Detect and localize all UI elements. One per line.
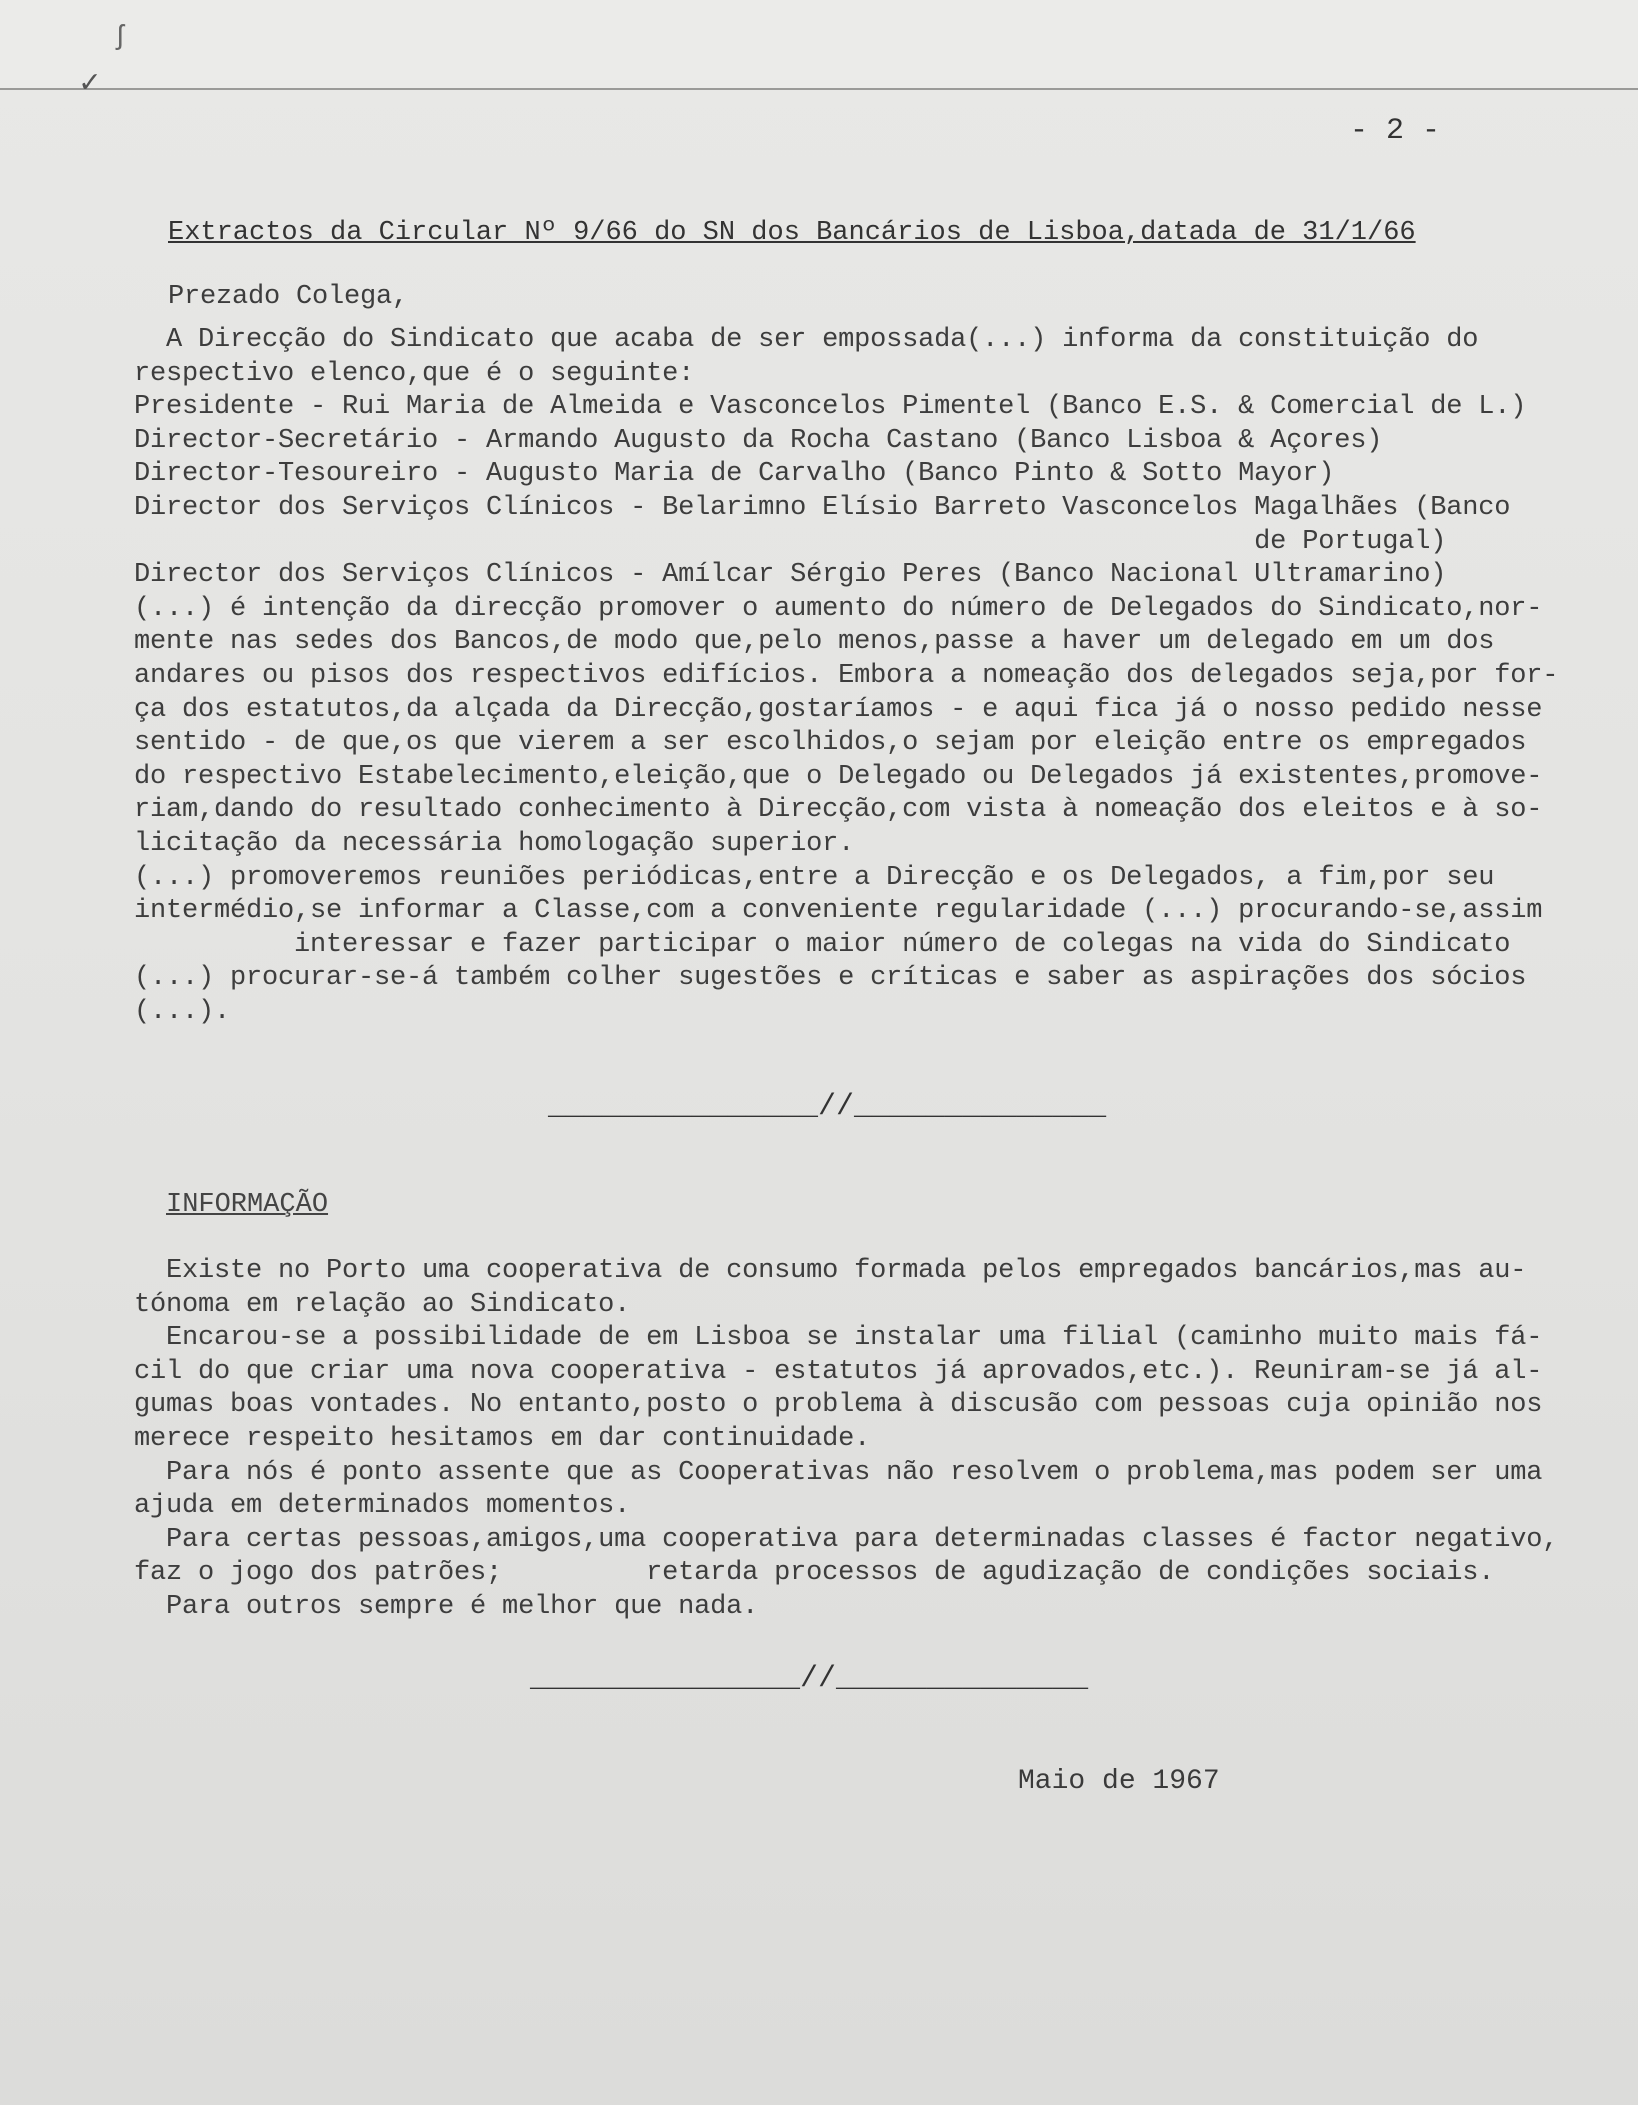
text-line: (...). xyxy=(134,997,231,1027)
section-title: INFORMAÇÃO xyxy=(166,1190,329,1220)
document-date: Maio de 1967 xyxy=(1018,1766,1220,1797)
text-line: (...) procurar-se-á também colher sugestões e críticas e saber as aspirações dos sócios xyxy=(134,963,1527,994)
text-line: tónoma em relação ao Sindicato. xyxy=(134,1289,631,1320)
text-line: A Direcção do Sindicato que acaba de ser empossada(...) informa da constituição do xyxy=(134,325,1479,355)
text-line: intermédio,se informar a Classe,com a conveniente regularidade (...) procurando-se,assim xyxy=(134,896,1543,927)
text-line: Para nós é ponto assente que as Cooperativas não resolvem o problema,mas podem ser uma xyxy=(134,1457,1543,1488)
text-line: (...) promoveremos reuniões periódicas,entre a Direcção e os Delegados, a fim,por seu xyxy=(134,862,1495,893)
text-line: interessar e fazer participar o maior número de colegas na vida do Sindicato xyxy=(134,929,1511,960)
text-line: cil do que criar uma nova cooperativa - estatutos já aprovados,etc.). Reuniram-se já al- xyxy=(134,1356,1543,1387)
section-divider: _______________//______________ xyxy=(548,1090,1107,1124)
text-line: Para outros sempre é melhor que nada. xyxy=(134,1592,759,1622)
text-line: ajuda em determinados momentos. xyxy=(134,1491,631,1522)
text-line: sentido - de que,os que vierem a ser escolhidos,o sejam por eleição entre os empregados xyxy=(134,728,1527,759)
text-line: gumas boas vontades. No entanto,posto o problema à discusão com pessoas cuja opinião nos xyxy=(134,1390,1543,1421)
text-line: Director dos Serviços Clínicos - Amílcar Sérgio Peres (Banco Nacional Ultramarino) xyxy=(134,560,1447,591)
text-line: Director-Secretário - Armando Augusto da Rocha Castano (Banco Lisboa & Açores) xyxy=(134,425,1383,456)
salutation: Prezado Colega, xyxy=(168,282,409,312)
text-line: merece respeito hesitamos em dar continuidade. xyxy=(134,1424,871,1454)
text-line: Presidente - Rui Maria de Almeida e Vasconcelos Pimentel (Banco E.S. & Comercial de L.) xyxy=(134,392,1527,423)
text-line: respectivo elenco,que é o seguinte: xyxy=(134,358,695,389)
section-divider-end: _______________//______________ xyxy=(530,1662,1089,1696)
text-line: Para certas pessoas,amigos,uma cooperativa para determinadas classes é factor negativo, xyxy=(134,1524,1559,1555)
text-line: andares ou pisos dos respectivos edifícios. Embora a nomeação dos delegados seja,por for- xyxy=(134,661,1559,691)
text-line: Encarou-se a possibilidade de em Lisboa se instalar uma filial (caminho muito mais fá- xyxy=(134,1323,1543,1354)
text-line: faz o jogo dos patrões; retarda processos de agudização de condições sociais. xyxy=(134,1558,1495,1589)
text-line: licitação da necessária homologação superior. xyxy=(134,829,855,859)
text-line: riam,dando do resultado conhecimento à Direcção,com vista à nomeação dos eleitos e à so- xyxy=(134,795,1543,826)
text-line: (...) é intenção da direcção promover o aumento do número de Delegados do Sindicato,nor- xyxy=(134,593,1543,624)
page-number: - 2 - xyxy=(1350,114,1441,148)
text-line: Director dos Serviços Clínicos - Belarimno Elísio Barreto Vasconcelos Magalhães (Banco xyxy=(134,493,1511,523)
text-line: Existe no Porto uma cooperativa de consumo formada pelos empregados bancários,mas au- xyxy=(134,1256,1527,1286)
check-mark-icon: ✓ xyxy=(80,65,100,102)
document-heading: Extractos da Circular Nº 9/66 do SN dos Bancários de Lisboa,datada de 31/1/66 xyxy=(168,218,1416,248)
scan-top-margin xyxy=(0,0,1638,102)
text-line: mente nas sedes dos Bancos,de modo que,pelo menos,passe a haver um delegado em um dos xyxy=(134,627,1495,658)
pen-mark: ʃ xyxy=(112,22,129,53)
text-line: de Portugal) xyxy=(134,526,1447,557)
text-line: ça dos estatutos,da alçada da Direcção,gostaríamos - e aqui fica já o nosso pedido nesse xyxy=(134,694,1543,725)
text-line: do respectivo Estabelecimento,eleição,que o Delegado ou Delegados já existentes,promove- xyxy=(134,761,1543,792)
text-line: Director-Tesoureiro - Augusto Maria de Carvalho (Banco Pinto & Sotto Mayor) xyxy=(134,459,1335,490)
